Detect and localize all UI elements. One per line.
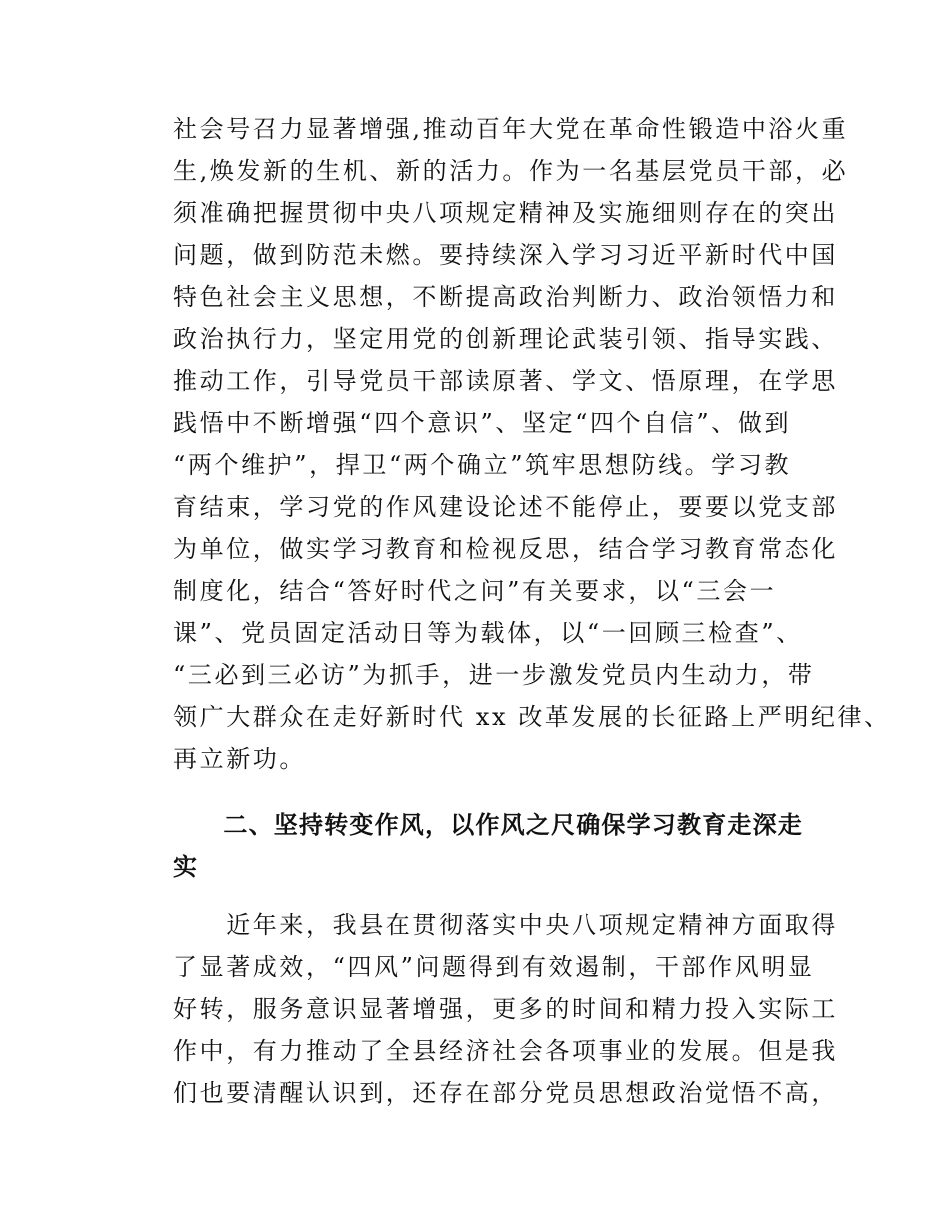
- body-text-line: 生,焕发新的生机、新的活力。作为一名基层党员干部，必: [173, 157, 849, 185]
- body-text-line: 政治执行力，坚定用党的创新理论武装引领、指导实践、: [173, 325, 838, 353]
- body-text-line: 制度化，结合“答好时代之问”有关要求，以“三会一: [173, 577, 777, 605]
- body-text-line: 须准确把握贯彻中央八项规定精神及实施细则存在的突出: [173, 199, 838, 227]
- body-text-line: 作中，有力推动了全县经济社会各项事业的发展。但是我: [173, 1037, 838, 1065]
- body-text-line: 践悟中不断增强“四个意识”、坚定“四个自信”、做到: [173, 409, 792, 437]
- body-text-line: 了显著成效，“四风”问题得到有效遏制，干部作风明显: [173, 953, 815, 981]
- body-text-line: 育结束，学习党的作风建设论述不能停止，要要以党支部: [173, 493, 838, 521]
- body-text-line: “两个维护”，捍卫“两个确立”筑牢思想防线。学习教: [173, 451, 792, 479]
- body-text-line: 近年来，我县在贯彻落实中央八项规定精神方面取得: [173, 911, 838, 939]
- body-text-line: “三必到三必访”为抓手，进一步激发党员内生动力，带: [173, 661, 815, 689]
- section-heading: 二、坚持转变作风，以作风之尺确保学习教育走深走: [173, 811, 803, 839]
- body-text-line: 好转，服务意识显著增强，更多的时间和精力投入实际工: [173, 995, 838, 1023]
- body-text-line: 再立新功。: [173, 745, 306, 773]
- body-text-line: 课”、党员固定活动日等为载体，以“一回顾三检查”、: [173, 619, 803, 647]
- body-text-line: 为单位，做实学习教育和检视反思，结合学习教育常态化: [173, 535, 838, 563]
- body-text-line: 特色社会主义思想，不断提高政治判断力、政治领悟力和: [173, 283, 838, 311]
- body-text-line: 问题，做到防范未燃。要持续深入学习习近平新时代中国: [173, 241, 838, 269]
- body-text-line: 社会号召力显著增强,推动百年大党在革命性锻造中浴火重: [173, 115, 849, 143]
- body-text-line: 领广大群众在走好新时代 xx 改革发展的长征路上严明纪律、: [173, 703, 891, 731]
- body-text-line: 们也要清醒认识到，还存在部分党员思想政治觉悟不高，: [173, 1079, 838, 1107]
- section-heading: 实: [173, 853, 199, 881]
- body-text-line: 推动工作，引导党员干部读原著、学文、悟原理，在学思: [173, 367, 838, 395]
